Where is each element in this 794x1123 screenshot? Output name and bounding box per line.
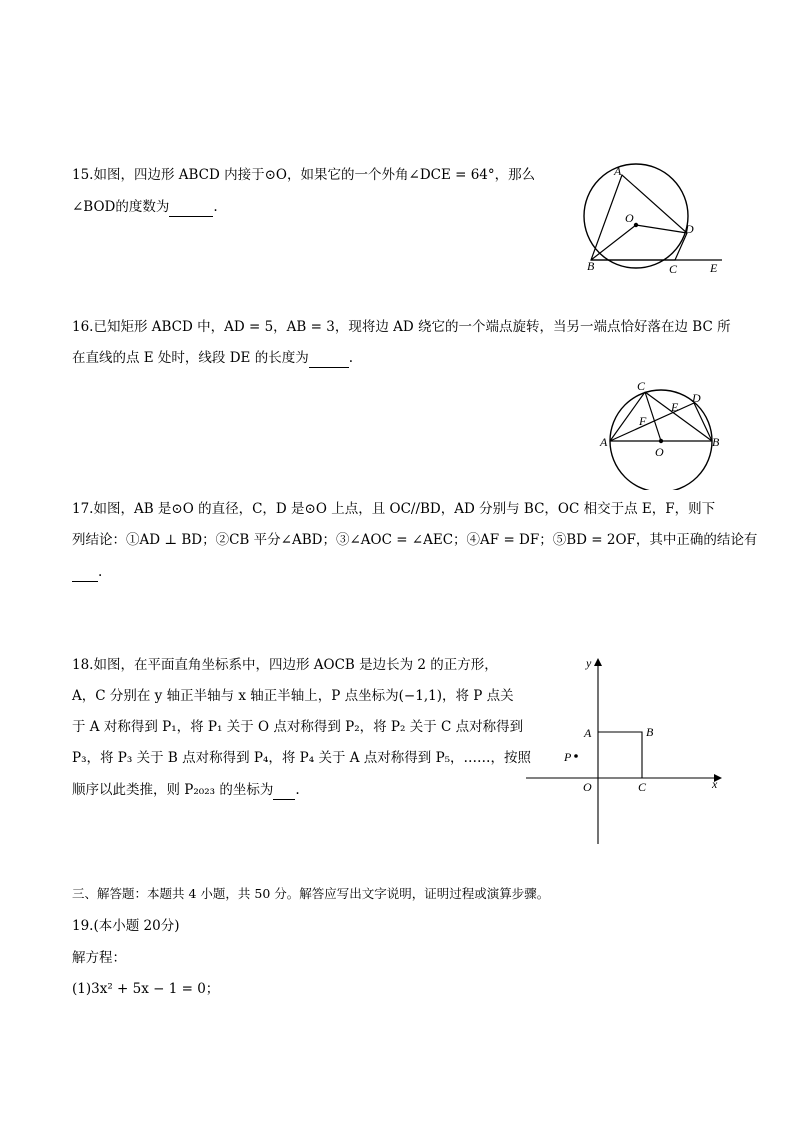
q15-label-e: E (710, 261, 718, 275)
q15-label-c: C (669, 262, 678, 276)
q16-answer-blank (309, 349, 349, 368)
q18-label-x: x (712, 777, 718, 791)
q17-label-e: E (671, 400, 679, 414)
q19-instruction: 解方程： (72, 950, 126, 966)
q17-label-o: O (655, 445, 664, 459)
q18-label-o: O (583, 780, 592, 794)
q17-segment-oc (645, 392, 661, 441)
q18-line-2: A，C 分别在 y 轴正半轴与 x 轴正半轴上，P 点坐标为(−1,1)，将 P 点关 (72, 688, 514, 704)
q17-label-f: F (639, 414, 647, 428)
q17-segment-bd (694, 403, 712, 441)
q17-center-point (659, 439, 663, 443)
q18-line-5-text: 顺序以此类推，则 P₂₀₂₃ 的坐标为 (72, 782, 274, 798)
q18-y-axis-arrow (594, 658, 602, 666)
q15-center-point (634, 223, 638, 227)
q18-point-p (574, 754, 578, 758)
q18-line-3: 于 A 对称得到 P₁，将 P₁ 关于 O 点对称得到 P₂，将 P₂ 关于 C 点对称得到 (72, 719, 524, 735)
q16-line-1: 16.已知矩形 ABCD 中，AD = 5，AB = 3，现将边 AD 绕它的一个端点旋转，当另一端点恰好落在边 BC 所 (72, 319, 731, 335)
q19-title: 19.(本小题 20分) (72, 918, 180, 934)
q18-answer-blank (273, 781, 295, 800)
q17-line-3 (72, 563, 102, 582)
q19-part-1: (1)3x² + 5x − 1 = 0； (72, 981, 220, 997)
section-3-heading: 三、解答题：本题共 4 小题，共 50 分。解答应写出文字说明，证明过程或演算步骤。 (72, 886, 550, 901)
q15-answer-blank (169, 198, 213, 217)
q18-line-5 (72, 781, 300, 800)
q18-line-4: P₃，将 P₃ 关于 B 点对称得到 P₄，将 P₄ 关于 A 点对称得到 P₅，……，按照 (72, 750, 532, 766)
q18-figure (522, 652, 727, 851)
q18-line-1: 18.如图，在平面直角坐标系中，四边形 AOCB 是边长为 2 的正方形， (72, 657, 498, 673)
q16-line-2-end: . (348, 350, 353, 366)
q17-segment-cb (645, 392, 712, 441)
q16-line-2 (72, 349, 353, 368)
q17-line-3-end: . (98, 564, 103, 580)
q17-label-d: D (692, 391, 701, 405)
q18-square (598, 732, 642, 778)
q17-label-c: C (637, 379, 646, 393)
q16-line-2-text: 在直线的点 E 处时，线段 DE 的长度为 (72, 350, 309, 366)
q15-line-2-text: ∠BOD的度数为 (72, 199, 170, 215)
q17-label-a: A (600, 435, 608, 449)
q17-figure (598, 378, 728, 494)
q17-label-b: B (712, 435, 720, 449)
q17-line-2: 列结论：①AD ⊥ BD；②CB 平分∠ABD；③∠AOC = ∠AEC；④AF = DF；⑤BD = 2OF，其中正确的结论有 (72, 532, 758, 548)
q18-label-a: A (584, 726, 592, 740)
q15-label-d: D (685, 222, 694, 236)
q18-line-5-end: . (295, 782, 300, 798)
q15-label-a: A (614, 164, 622, 178)
q15-line-2 (72, 198, 218, 217)
q18-label-b: B (646, 725, 654, 739)
q17-answer-blank (72, 563, 98, 582)
q17-line-1: 17.如图，AB 是⊙O 的直径，C，D 是⊙O 上点，且 OC//BD，AD 分别与 BC，OC 相交于点 E，F，则下 (72, 501, 716, 517)
q15-line-1: 15.如图，四边形 ABCD 内接于⊙O，如果它的一个外角∠DCE = 64°，那么 (72, 167, 536, 183)
q15-label-o: O (625, 211, 634, 225)
q18-label-c: C (638, 780, 647, 794)
q18-label-p: P (564, 750, 572, 764)
q15-line-2-end: . (213, 199, 218, 215)
q15-quadrilateral (591, 175, 687, 260)
q15-circle (584, 164, 688, 268)
q15-label-b: B (587, 259, 595, 273)
q17-segment-ad (610, 403, 694, 441)
q18-label-y: y (586, 656, 592, 670)
q15-figure (578, 162, 728, 284)
